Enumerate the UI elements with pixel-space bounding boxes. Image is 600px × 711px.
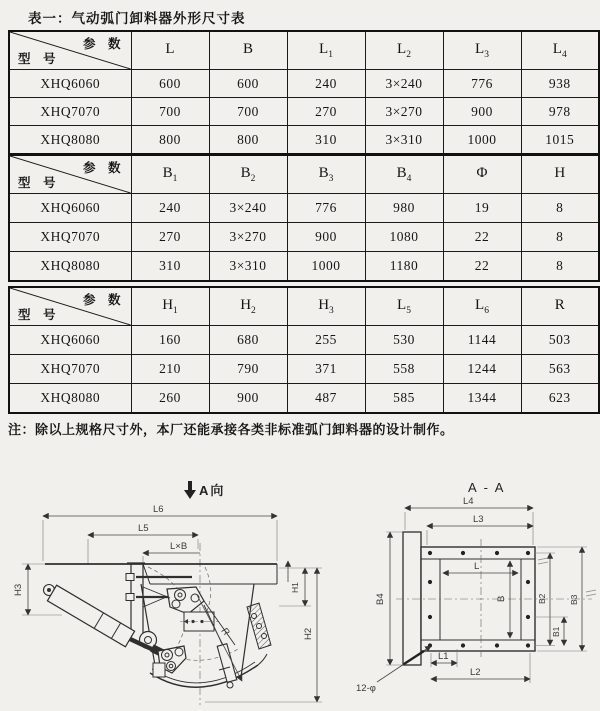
col-header-label: B bbox=[318, 165, 329, 181]
side-view-drawing bbox=[13, 481, 322, 705]
col-header bbox=[131, 31, 209, 70]
value-cell: 8 bbox=[521, 252, 599, 282]
value-cell: 3×240 bbox=[209, 194, 287, 223]
diagonal-header-cell bbox=[9, 155, 131, 194]
value-cell: 530 bbox=[365, 326, 443, 355]
doc-title: 表一：气动弧门卸料器外形尺寸表 bbox=[28, 11, 246, 26]
col-header bbox=[287, 287, 365, 326]
col-header-label: H bbox=[162, 297, 174, 313]
col-header-sub: 2 bbox=[406, 50, 411, 60]
value-cell: 22 bbox=[443, 223, 521, 252]
col-header bbox=[365, 155, 443, 194]
col-header-sub: 3 bbox=[328, 174, 334, 184]
dim-label-b: B bbox=[496, 595, 507, 602]
diagonal-param-label: 参 数 bbox=[82, 161, 121, 175]
col-header bbox=[209, 155, 287, 194]
value-cell: 310 bbox=[287, 126, 365, 155]
value-cell: 790 bbox=[209, 355, 287, 384]
view-direction-label: A向 bbox=[199, 483, 226, 498]
table-row bbox=[9, 326, 599, 355]
table-row bbox=[9, 252, 599, 282]
value-cell: 3×270 bbox=[209, 223, 287, 252]
value-cell: 487 bbox=[287, 384, 365, 414]
model-cell: XHQ6060 bbox=[9, 70, 131, 98]
value-cell: 270 bbox=[131, 223, 209, 252]
col-header-sub: 3 bbox=[484, 50, 489, 60]
section-view-drawing bbox=[356, 480, 596, 694]
value-cell: 240 bbox=[287, 70, 365, 98]
section-title: A - A bbox=[468, 480, 506, 495]
col-header bbox=[131, 155, 209, 194]
model-cell: XHQ8080 bbox=[9, 126, 131, 155]
value-cell: 680 bbox=[209, 326, 287, 355]
table-row bbox=[9, 98, 599, 126]
value-cell: 1000 bbox=[443, 126, 521, 155]
model-cell: XHQ7070 bbox=[9, 98, 131, 126]
col-header-sub: 1 bbox=[172, 174, 178, 184]
col-header bbox=[365, 31, 443, 70]
value-cell: 8 bbox=[521, 223, 599, 252]
value-cell: 900 bbox=[287, 223, 365, 252]
diagonal-header-cell bbox=[9, 31, 131, 70]
col-header-label: B bbox=[162, 165, 173, 181]
table-row bbox=[9, 70, 599, 98]
col-header-label: L bbox=[165, 41, 175, 57]
table-row bbox=[9, 194, 599, 223]
value-cell: 700 bbox=[131, 98, 209, 126]
col-header-sub: 2 bbox=[251, 306, 256, 316]
value-cell: 260 bbox=[131, 384, 209, 414]
down-arrow-icon bbox=[184, 481, 196, 499]
dim-label-b2: B2 bbox=[537, 593, 547, 604]
dim-label-b1: B1 bbox=[551, 626, 561, 637]
value-cell: 558 bbox=[365, 355, 443, 384]
col-header-label: B bbox=[396, 165, 407, 181]
dim-label-h3: H3 bbox=[13, 583, 24, 596]
col-header-label: L bbox=[475, 297, 485, 313]
model-cell: XHQ6060 bbox=[9, 194, 131, 223]
dim-label-l2: L2 bbox=[470, 667, 481, 678]
model-cell: XHQ7070 bbox=[9, 355, 131, 384]
value-cell: 3×310 bbox=[209, 252, 287, 282]
value-cell: 8 bbox=[521, 194, 599, 223]
value-cell: 503 bbox=[521, 326, 599, 355]
value-cell: 1000 bbox=[287, 252, 365, 282]
col-header bbox=[365, 287, 443, 326]
model-cell: XHQ8080 bbox=[9, 252, 131, 282]
value-cell: 700 bbox=[209, 98, 287, 126]
col-header-label: B bbox=[240, 165, 251, 181]
value-cell: 240 bbox=[131, 194, 209, 223]
hole-callout-label: 12-φ bbox=[356, 683, 376, 694]
value-cell: 800 bbox=[209, 126, 287, 155]
col-header-label: H bbox=[240, 297, 252, 313]
note-text: 注：除以上规格尺寸外，本厂还能承接各类非标准弧门卸料器的设计制作。 bbox=[8, 422, 454, 437]
dim-label-l6: L6 bbox=[153, 504, 164, 515]
value-cell: 255 bbox=[287, 326, 365, 355]
dimension-table-1 bbox=[8, 30, 600, 155]
value-cell: 310 bbox=[131, 252, 209, 282]
value-cell: 3×240 bbox=[365, 70, 443, 98]
dim-label-r: R bbox=[218, 625, 232, 639]
value-cell: 22 bbox=[443, 252, 521, 282]
col-header-label: L bbox=[319, 41, 329, 57]
col-header-sub: 1 bbox=[173, 306, 178, 316]
dimension-table-2 bbox=[8, 154, 600, 282]
col-header-sub: 4 bbox=[561, 50, 567, 60]
col-header bbox=[521, 31, 599, 70]
dim-label-lxb: L×B bbox=[170, 541, 188, 552]
diagonal-header-cell bbox=[9, 287, 131, 326]
col-header-sub: 4 bbox=[406, 174, 412, 184]
col-header bbox=[209, 287, 287, 326]
dim-label-l: L bbox=[474, 561, 480, 572]
value-cell: 978 bbox=[521, 98, 599, 126]
diagonal-model-label: 型 号 bbox=[18, 176, 56, 190]
table-row bbox=[9, 126, 599, 155]
col-header bbox=[209, 31, 287, 70]
col-header bbox=[287, 31, 365, 70]
col-header-label: H bbox=[554, 165, 566, 181]
col-header-label: Φ bbox=[476, 165, 488, 181]
value-cell: 1244 bbox=[443, 355, 521, 384]
value-cell: 600 bbox=[209, 70, 287, 98]
col-header-sub: 5 bbox=[406, 306, 411, 316]
dim-label-b4: B4 bbox=[375, 593, 386, 605]
value-cell: 1344 bbox=[443, 384, 521, 414]
model-cell: XHQ7070 bbox=[9, 223, 131, 252]
col-header-sub: 2 bbox=[250, 174, 256, 184]
col-header-label: R bbox=[554, 297, 565, 313]
value-cell: 1180 bbox=[365, 252, 443, 282]
value-cell: 210 bbox=[131, 355, 209, 384]
dim-label-l5: L5 bbox=[138, 523, 149, 534]
value-cell: 3×270 bbox=[365, 98, 443, 126]
dim-label-l1: L1 bbox=[438, 651, 449, 662]
value-cell: 270 bbox=[287, 98, 365, 126]
col-header-label: B bbox=[242, 41, 253, 57]
value-cell: 1015 bbox=[521, 126, 599, 155]
col-header-sub: 3 bbox=[329, 306, 334, 316]
table-row bbox=[9, 355, 599, 384]
value-cell: 980 bbox=[365, 194, 443, 223]
col-header-label: H bbox=[318, 297, 330, 313]
dim-label-h2: H2 bbox=[303, 627, 314, 640]
dim-label-b3: B3 bbox=[569, 594, 579, 605]
dim-label-l4: L4 bbox=[463, 496, 474, 507]
diagonal-model-label: 型 号 bbox=[18, 308, 56, 322]
col-header-label: L bbox=[397, 41, 407, 57]
value-cell: 1080 bbox=[365, 223, 443, 252]
col-header-sub: 6 bbox=[484, 306, 489, 316]
diagonal-param-label: 参 数 bbox=[82, 37, 121, 51]
value-cell: 371 bbox=[287, 355, 365, 384]
value-cell: 776 bbox=[443, 70, 521, 98]
table-row bbox=[9, 223, 599, 252]
value-cell: 3×310 bbox=[365, 126, 443, 155]
value-cell: 19 bbox=[443, 194, 521, 223]
value-cell: 160 bbox=[131, 326, 209, 355]
value-cell: 900 bbox=[209, 384, 287, 414]
col-header-label: L bbox=[475, 41, 485, 57]
value-cell: 800 bbox=[131, 126, 209, 155]
value-cell: 600 bbox=[131, 70, 209, 98]
model-cell: XHQ8080 bbox=[9, 384, 131, 414]
col-header-sub: 1 bbox=[328, 50, 333, 60]
model-cell: XHQ6060 bbox=[9, 326, 131, 355]
diagonal-model-label: 型 号 bbox=[18, 52, 56, 66]
col-header bbox=[443, 31, 521, 70]
dim-label-l3: L3 bbox=[473, 514, 484, 525]
diagonal-param-label: 参 数 bbox=[82, 293, 121, 307]
col-header bbox=[521, 287, 599, 326]
value-cell: 938 bbox=[521, 70, 599, 98]
value-cell: 623 bbox=[521, 384, 599, 414]
table-row bbox=[9, 384, 599, 414]
value-cell: 1144 bbox=[443, 326, 521, 355]
value-cell: 776 bbox=[287, 194, 365, 223]
technical-drawings bbox=[0, 455, 600, 711]
dimension-table-3 bbox=[8, 286, 600, 414]
value-cell: 563 bbox=[521, 355, 599, 384]
dim-label-h1: H1 bbox=[290, 582, 300, 593]
col-header-label: L bbox=[552, 41, 562, 57]
col-header bbox=[443, 287, 521, 326]
value-cell: 585 bbox=[365, 384, 443, 414]
col-header bbox=[131, 287, 209, 326]
value-cell: 900 bbox=[443, 98, 521, 126]
col-header-label: L bbox=[397, 297, 407, 313]
col-header bbox=[521, 155, 599, 194]
col-header bbox=[287, 155, 365, 194]
col-header bbox=[443, 155, 521, 194]
